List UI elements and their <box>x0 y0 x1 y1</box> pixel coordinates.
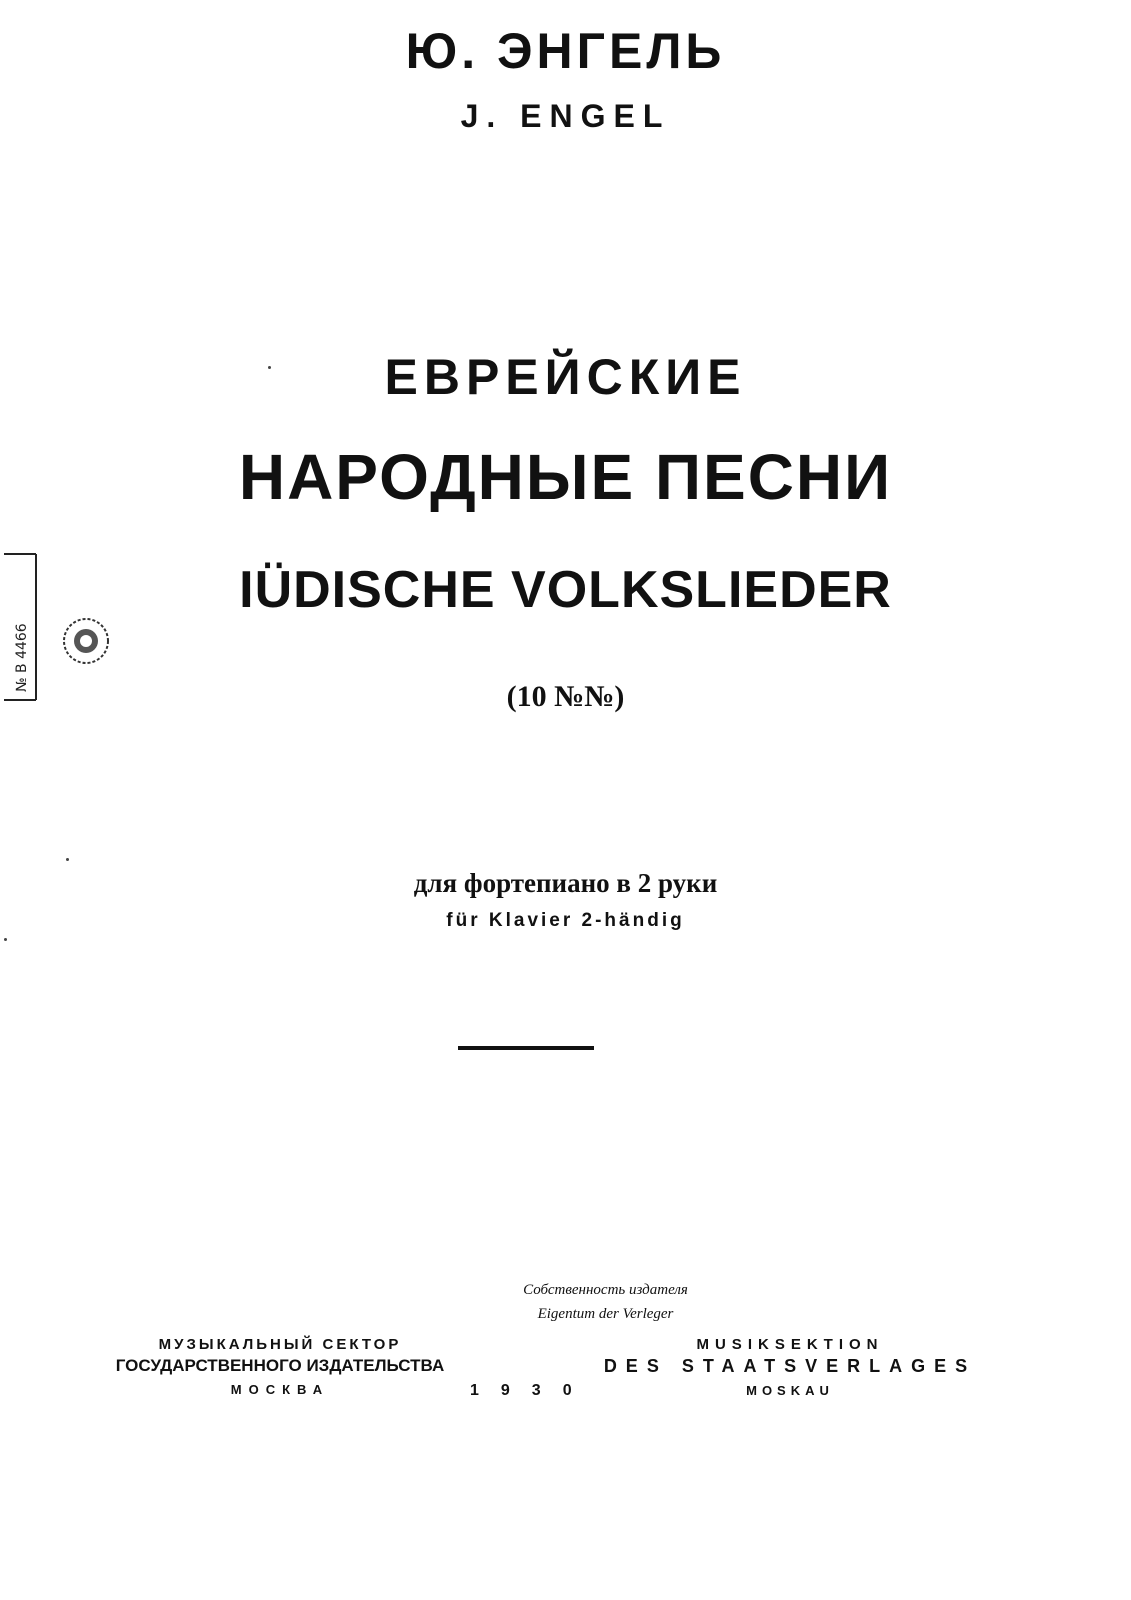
publisher-sector-german: MUSIKSEKTION <box>696 1336 884 1353</box>
title-german: IÜDISCHE VOLKSLIEDER <box>239 561 892 619</box>
publisher-block-russian <box>80 1336 480 1397</box>
publication-year: 1930 <box>470 1382 594 1399</box>
title-line-jewish: ЕВРЕЙСКИЕ <box>384 349 747 405</box>
publisher-sector-russian: МУЗЫКАЛЬНЫЙ СЕКТОР <box>158 1336 402 1353</box>
library-stamp-icon <box>60 615 112 667</box>
title-line-folk-songs: НАРОДНЫЕ ПЕСНИ <box>238 441 893 513</box>
divider-rule <box>458 1046 594 1050</box>
print-speck <box>268 366 271 369</box>
instrumentation-german: für Klavier 2-händig <box>446 910 685 931</box>
song-count: (10 №№) <box>506 680 625 713</box>
property-notice-russian: Собственность издателя <box>523 1282 688 1298</box>
instrumentation-russian: для фортепиано в 2 руки <box>413 868 718 898</box>
library-shelf-mark <box>2 552 38 702</box>
publisher-city-german: MOSKAU <box>746 1383 834 1398</box>
author-name-russian: Ю. ЭНГЕЛЬ <box>405 23 726 79</box>
publisher-city-russian: МОСКВА <box>230 1382 330 1397</box>
property-notice-german: Eigentum der Verleger <box>537 1306 674 1322</box>
publisher-block-german <box>590 1336 990 1398</box>
print-speck <box>66 858 69 861</box>
publisher-house-russian: ГОСУДАРСТВЕННОГО ИЗДАТЕЛЬСТВА <box>115 1356 445 1375</box>
print-speck <box>4 938 7 941</box>
publisher-house-german: DES STAATSVERLAGES <box>603 1356 977 1376</box>
svg-text:№ В 4466: № В 4466 <box>14 623 30 692</box>
author-name-german: J. ENGEL <box>460 98 671 134</box>
